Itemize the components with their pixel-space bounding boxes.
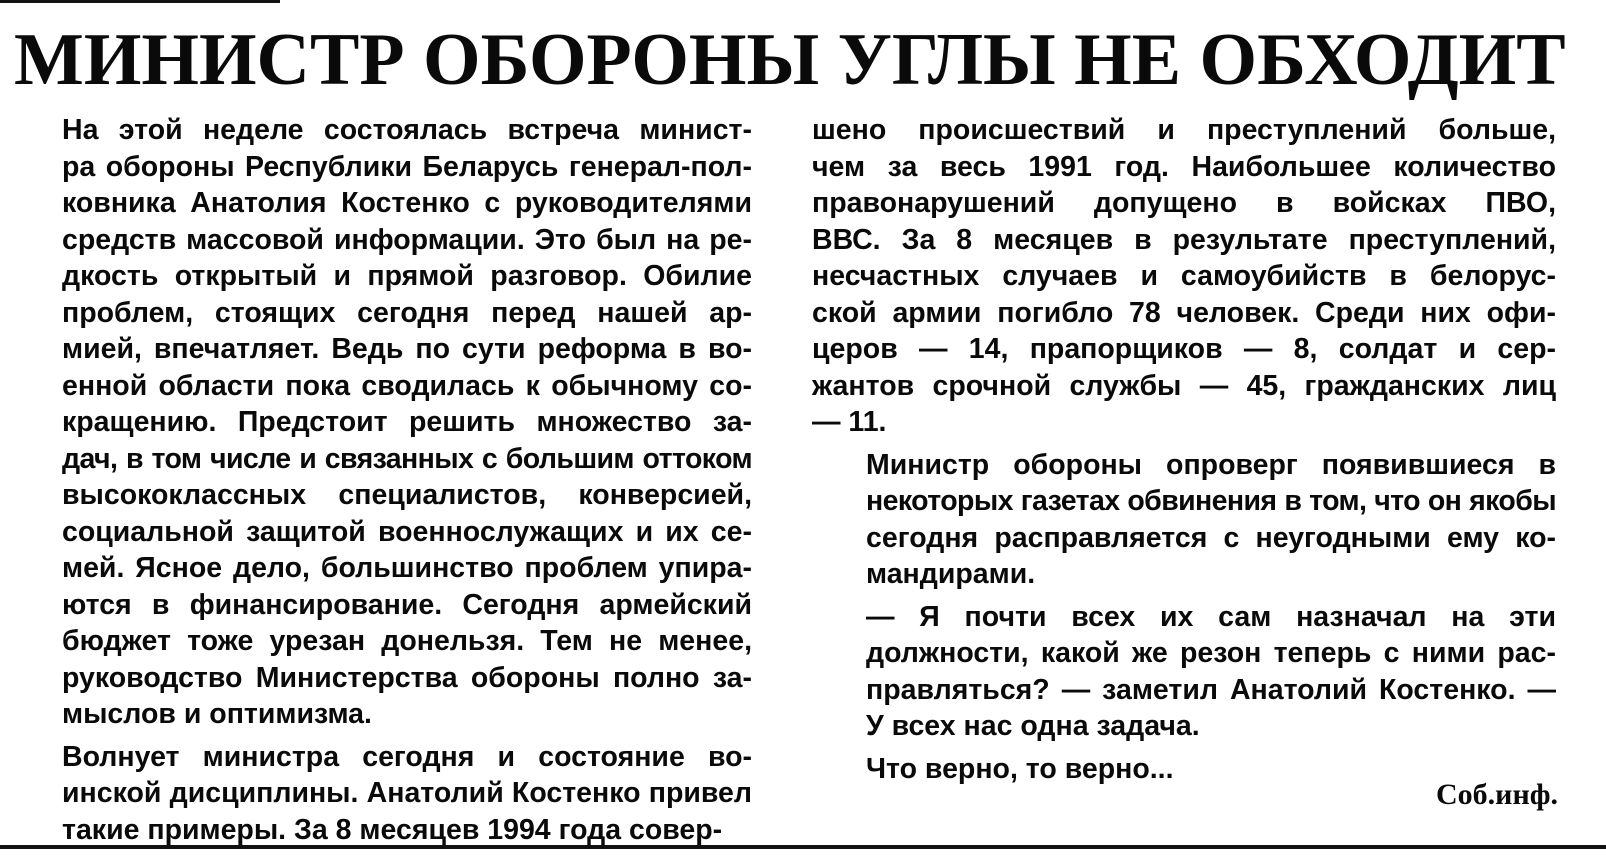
text-line: должности, какой же резон теперь с ними рас- [866, 637, 1556, 669]
text-line: правонарушений допущено в войсках ПВО, [812, 187, 1556, 219]
top-rule [0, 0, 280, 3]
text-line: инской дисциплины. Анатолий Костенко привел [62, 777, 752, 809]
text-line: чем за весь 1991 год. Наибольшее количество [812, 150, 1556, 183]
text-line: У всех нас одна задача. [866, 710, 1200, 742]
text-line: социальной защитой военнослужащих и их се- [62, 515, 752, 548]
text-line: Волнует министра сегодня и состояние во- [62, 740, 752, 773]
text-line: — Я почти всех их сам назначал на эти [866, 600, 1556, 633]
article-signature: Соб.инф. [1436, 778, 1558, 811]
text-line: руководство Министерства обороны полно за- [62, 661, 752, 694]
article-paragraph [812, 112, 1556, 441]
left-column [8, 112, 752, 854]
text-line: ковника Анатолия Костенко с руководителями [62, 187, 752, 219]
text-line: шено происшествий и преступлений больше, [812, 114, 1556, 146]
text-line: такие примеры. За 8 месяцев 1994 года совер- [62, 813, 723, 846]
text-line: правляться? — заметил Анатолий Костенко. — [866, 673, 1556, 706]
text-line: ской армии погибло 78 человек. Среди них офи- [812, 296, 1556, 329]
text-line: ра обороны Республики Беларусь генерал-пол- [62, 150, 752, 183]
text-line: церов — 14, прапорщиков — 8, солдат и сер- [812, 333, 1556, 365]
text-line: дач, в том числе и связанных с большим оттоком [62, 442, 752, 475]
text-line: Министр обороны опроверг появившиеся в [866, 448, 1556, 481]
text-line: ВВС. За 8 месяцев в результате преступлений, [812, 223, 1556, 256]
text-line: енной области пока сводилась к обычному со- [62, 369, 752, 402]
text-line: — 11. [812, 406, 887, 438]
article-paragraph [812, 599, 1556, 745]
text-line: сегодня расправляется с неугодными ему ко- [866, 521, 1556, 554]
text-line: мией, впечатляет. Ведь по сути реформа в во- [62, 333, 752, 365]
text-line: жантов срочной службы — 45, гражданских лиц [812, 369, 1556, 402]
text-line: несчастных случаев и самоубийств в белорус- [812, 260, 1556, 292]
right-column [812, 112, 1556, 793]
text-line: ются в финансирование. Сегодня армейский [62, 588, 752, 621]
text-line: дкость открытый и прямой разговор. Обилие [62, 260, 752, 292]
text-line: некоторых газетах обвинения в том, что он якобы [866, 485, 1556, 517]
article-headline: МИНИСТР ОБОРОНЫ УГЛЫ НЕ ОБХОДИТ [14, 19, 1566, 101]
text-line: мандирами. [866, 558, 1036, 590]
article-paragraph [812, 447, 1556, 593]
text-line: мей. Ясное дело, большинство проблем упира- [62, 552, 752, 584]
text-line: высококлассных специалистов, конверсией, [62, 479, 752, 511]
article-paragraph [8, 739, 752, 849]
text-line: мыслов и оптимизма. [62, 698, 372, 730]
article-paragraph [8, 112, 752, 733]
text-line: На этой неделе состоялась встреча минист- [62, 114, 752, 146]
text-line: кращению. Предстоит решить множество за- [62, 406, 752, 438]
text-line: Что верно, то верно... [866, 752, 1174, 785]
text-line: средств массовой информации. Это был на ре- [62, 223, 752, 256]
bottom-rule [0, 845, 1606, 849]
text-line: проблем, стоящих сегодня перед нашей ар- [62, 296, 752, 329]
text-line: бюджет тоже урезан донельзя. Тем не менее, [62, 625, 752, 657]
